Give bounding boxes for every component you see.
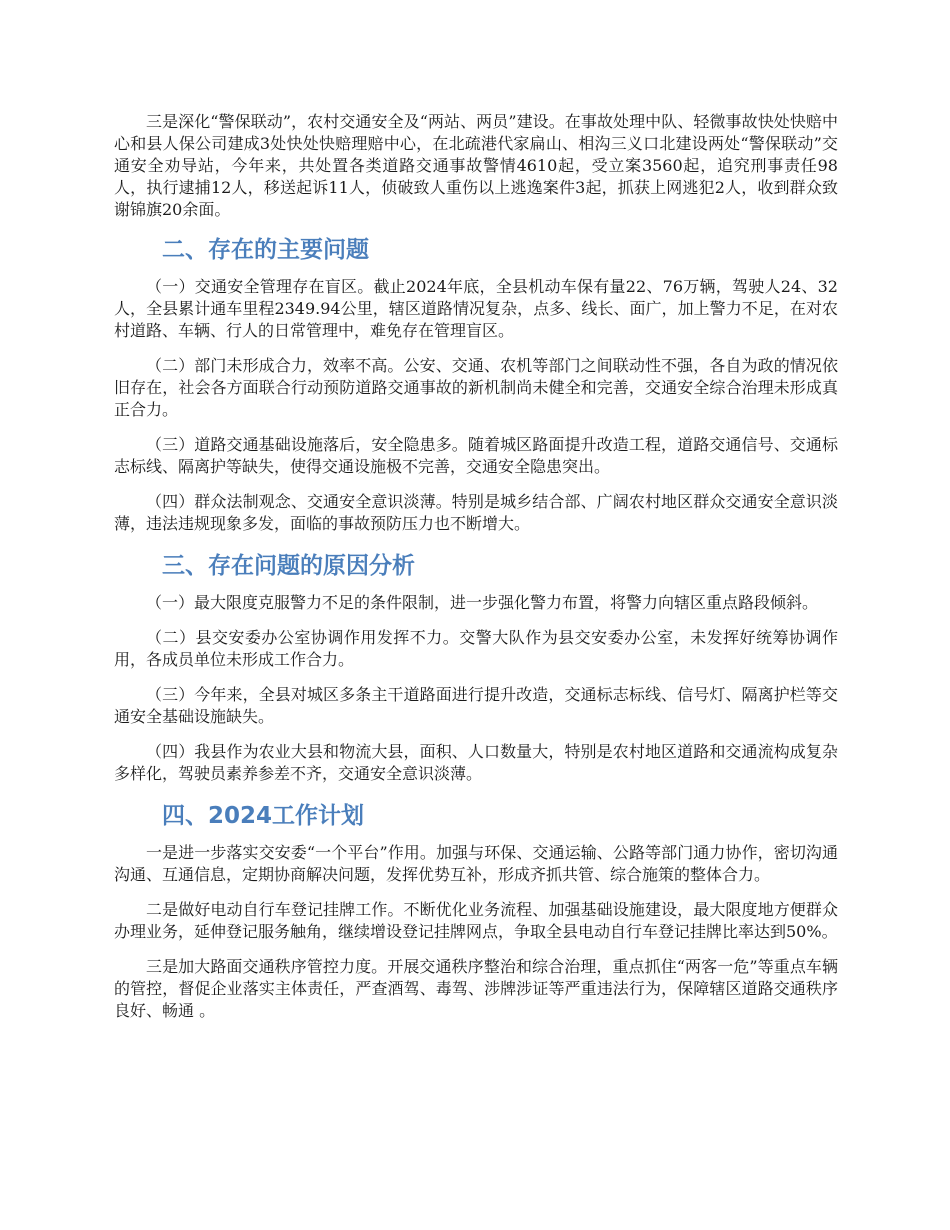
paragraph-s1-p3: （四）群众法制观念、交通安全意识淡薄。特别是城乡结合部、广阔农村地区群众交通安全意识淡薄，违法违规现象多发，面临的事故预防压力也不断增大。	[114, 492, 838, 533]
paragraph-s1-p1: （二）部门未形成合力，效率不高。公安、交通、农机等部门之间联动性不强，各自为政的情况依旧存在，社会各方面联合行动预防道路交通事故的新机制尚未健全和完善，交通安全综合治理未形成真正合力。	[114, 356, 838, 419]
paragraph-s3-p2: 三是加大路面交通秩序管控力度。开展交通秩序整治和综合治理，重点抓住“两客一危”等重点车辆的管控，督促企业落实主体责任，严查酒驾、毒驾、涉牌涉证等严重违法行为，保障辖区道路交通秩序良好、畅通 。	[114, 957, 838, 1020]
paragraph-s1-p0: （一）交通安全管理存在盲区。截止2024年底，全县机动车保有量22、76万辆，驾驶人24、32人，全县累计通车里程2349.94公里，辖区道路情况复杂，点多、线长、面广，加上警力不足，在对农村道路、车辆、行人的日常管理中，难免存在管理盲区。	[114, 277, 838, 340]
paragraph-s2-p0: （一）最大限度克服警力不足的条件限制，进一步强化警力布置，将警力向辖区重点路段倾斜。	[146, 593, 819, 612]
heading-section-2: 二、存在的主要问题	[162, 237, 369, 263]
paragraph-s2-p3: （四）我县作为农业大县和物流大县，面积、人口数量大，特别是农村地区道路和交通流构成复杂多样化，驾驶员素养参差不齐，交通安全意识淡薄。	[114, 742, 838, 783]
paragraph-s0-p0: 三是深化“警保联动”，农村交通安全及“两站、两员”建设。在事故处理中队、轻微事故快处快赔中心和县人保公司建成3处快处快赔理赔中心，在北疏港代家扁山、相沟三义口北建设两处“警保联动”交通安全劝导站，今年来，共处置各类道路交通事故警情4610起，受立案3560起，追究刑事责任98人，执行逮捕12人，移送起诉11人，侦破致人重伤以上逃逸案件3起，抓获上网逃犯2人，收到群众致谢锦旗20余面。	[114, 112, 838, 219]
paragraph-s3-p1: 二是做好电动自行车登记挂牌工作。不断优化业务流程、加强基础设施建设，最大限度地方便群众办理业务，延伸登记服务触角，继续增设登记挂牌网点，争取全县电动自行车登记挂牌比率达到50%。	[114, 900, 838, 941]
document-body	[114, 111, 838, 1035]
paragraph-s2-p1: （二）县交安委办公室协调作用发挥不力。交警大队作为县交安委办公室，未发挥好统筹协调作用，各成员单位未形成工作合力。	[114, 628, 838, 669]
heading-section-3: 三、存在问题的原因分析	[162, 553, 415, 579]
paragraph-s2-p2: （三）今年来，全县对城区多条主干道路面进行提升改造，交通标志标线、信号灯、隔离护栏等交通安全基础设施缺失。	[114, 685, 838, 726]
heading-section-4: 四、2024工作计划	[162, 803, 365, 829]
paragraph-s1-p2: （三）道路交通基础设施落后，安全隐患多。随着城区路面提升改造工程，道路交通信号、交通标志标线、隔离护等缺失，使得交通设施极不完善，交通安全隐患突出。	[114, 435, 838, 476]
paragraph-s3-p0: 一是进一步落实交安委“一个平台”作用。加强与环保、交通运输、公路等部门通力协作，密切沟通沟通、互通信息，定期协商解决问题，发挥优势互补，形成齐抓共管、综合施策的整体合力。	[114, 843, 838, 884]
